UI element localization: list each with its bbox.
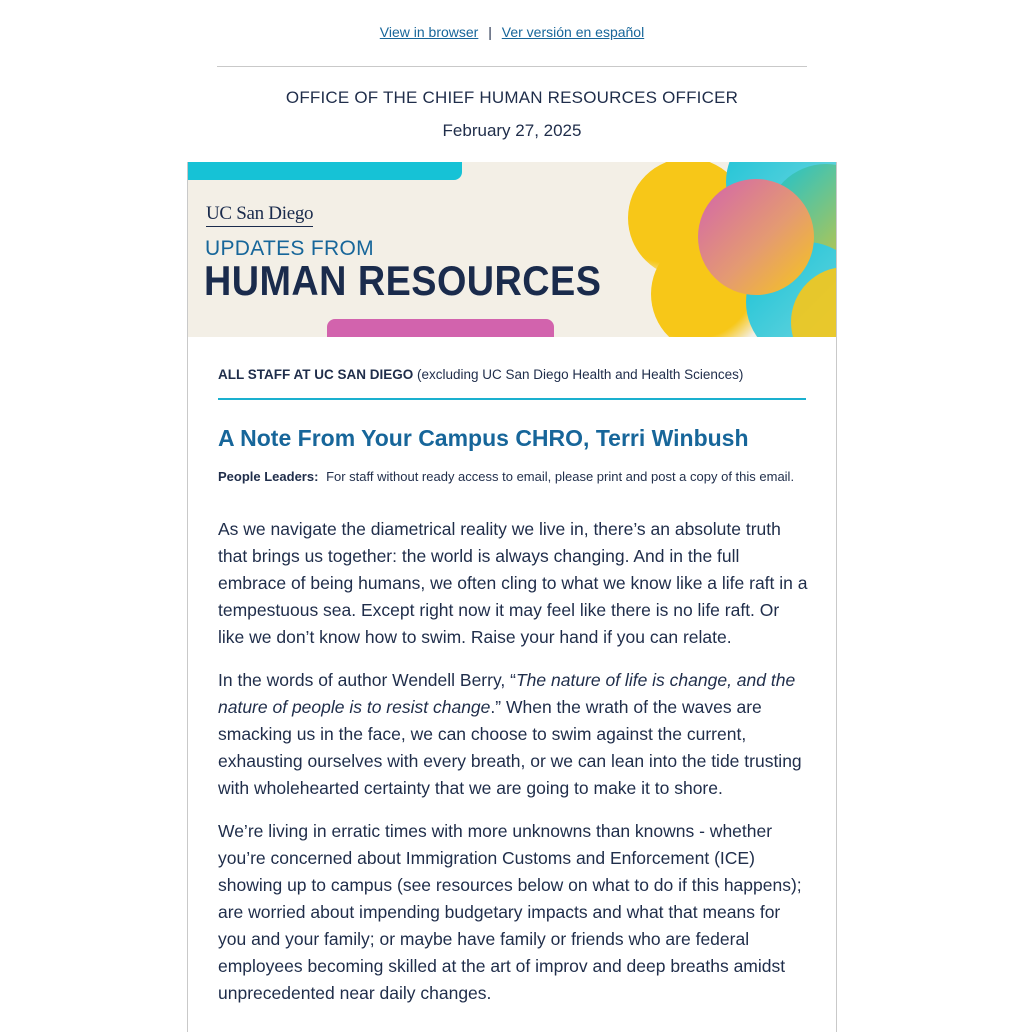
top-links xyxy=(0,24,1024,40)
paragraph-2-start: In the words of author Wendell Berry, “ xyxy=(218,670,516,690)
banner-title: HUMAN RESOURCES xyxy=(204,257,602,304)
header-divider xyxy=(217,66,807,67)
email-body xyxy=(187,162,837,1032)
ucsd-logo: UC San Diego xyxy=(206,203,313,227)
people-leaders-note xyxy=(218,469,806,485)
office-title: OFFICE OF THE CHIEF HUMAN RESOURCES OFFICER xyxy=(285,88,739,107)
berry-quote: The nature of life is change, and the nature of people is to resist change xyxy=(218,670,796,717)
link-separator: | xyxy=(488,24,492,40)
audience-rest: (excluding UC San Diego Health and Health Sciences) xyxy=(413,367,744,382)
audience-bold: ALL STAFF AT UC SAN DIEGO xyxy=(218,367,414,382)
article-heading: A Note From Your Campus CHRO, Terri Winbush xyxy=(218,425,749,451)
spanish-version-link[interactable]: Ver versión en español xyxy=(501,24,645,40)
note-text: For staff without ready access to email, please print and post a copy of this email. xyxy=(326,469,795,484)
decorative-circles-art xyxy=(616,162,836,337)
audience-line xyxy=(218,367,806,382)
email-date: February 27, 2025 xyxy=(442,121,582,140)
accent-divider xyxy=(218,398,806,400)
note-label: People Leaders: xyxy=(218,469,319,484)
paragraph-2 xyxy=(218,667,810,802)
hr-banner xyxy=(188,162,836,337)
paragraph-3: We’re living in erratic times with more unknowns than knowns - whether you’re concerned about Immigration Customs and Enforcement (ICE) showing up to campus (see resources below on what to do if this happens); are worried about impending budgetary impacts and what that means for you and your family; or maybe have family or friends who are federal employees becoming skilled at the art of improv and deep breaths amidst unprecedented near daily changes. xyxy=(218,821,802,1003)
view-in-browser-link[interactable]: View in browser xyxy=(379,24,479,40)
banner-subtitle: UPDATES FROM xyxy=(205,237,374,260)
banner-cyan-bar xyxy=(188,162,462,180)
paragraph-1: As we navigate the diametrical reality we live in, there’s an absolute truth that brings us together: the world is always changing. And in the full embrace of being humans, we often cling to what we know like a life raft in a tempestuous sea. Except right now it may feel like there is no life raft. Or like we don’t know how to swim. Raise your hand if you can relate. xyxy=(218,519,808,647)
paragraph-2-end: .” When the wrath of the waves are smacking us in the face, we can choose to swim against the current, exhausting ourselves with every breath, or we can lean into the tide trusting with wholehearted certainty that we are going to make it to shore. xyxy=(218,697,802,798)
banner-magenta-bar xyxy=(327,319,554,337)
